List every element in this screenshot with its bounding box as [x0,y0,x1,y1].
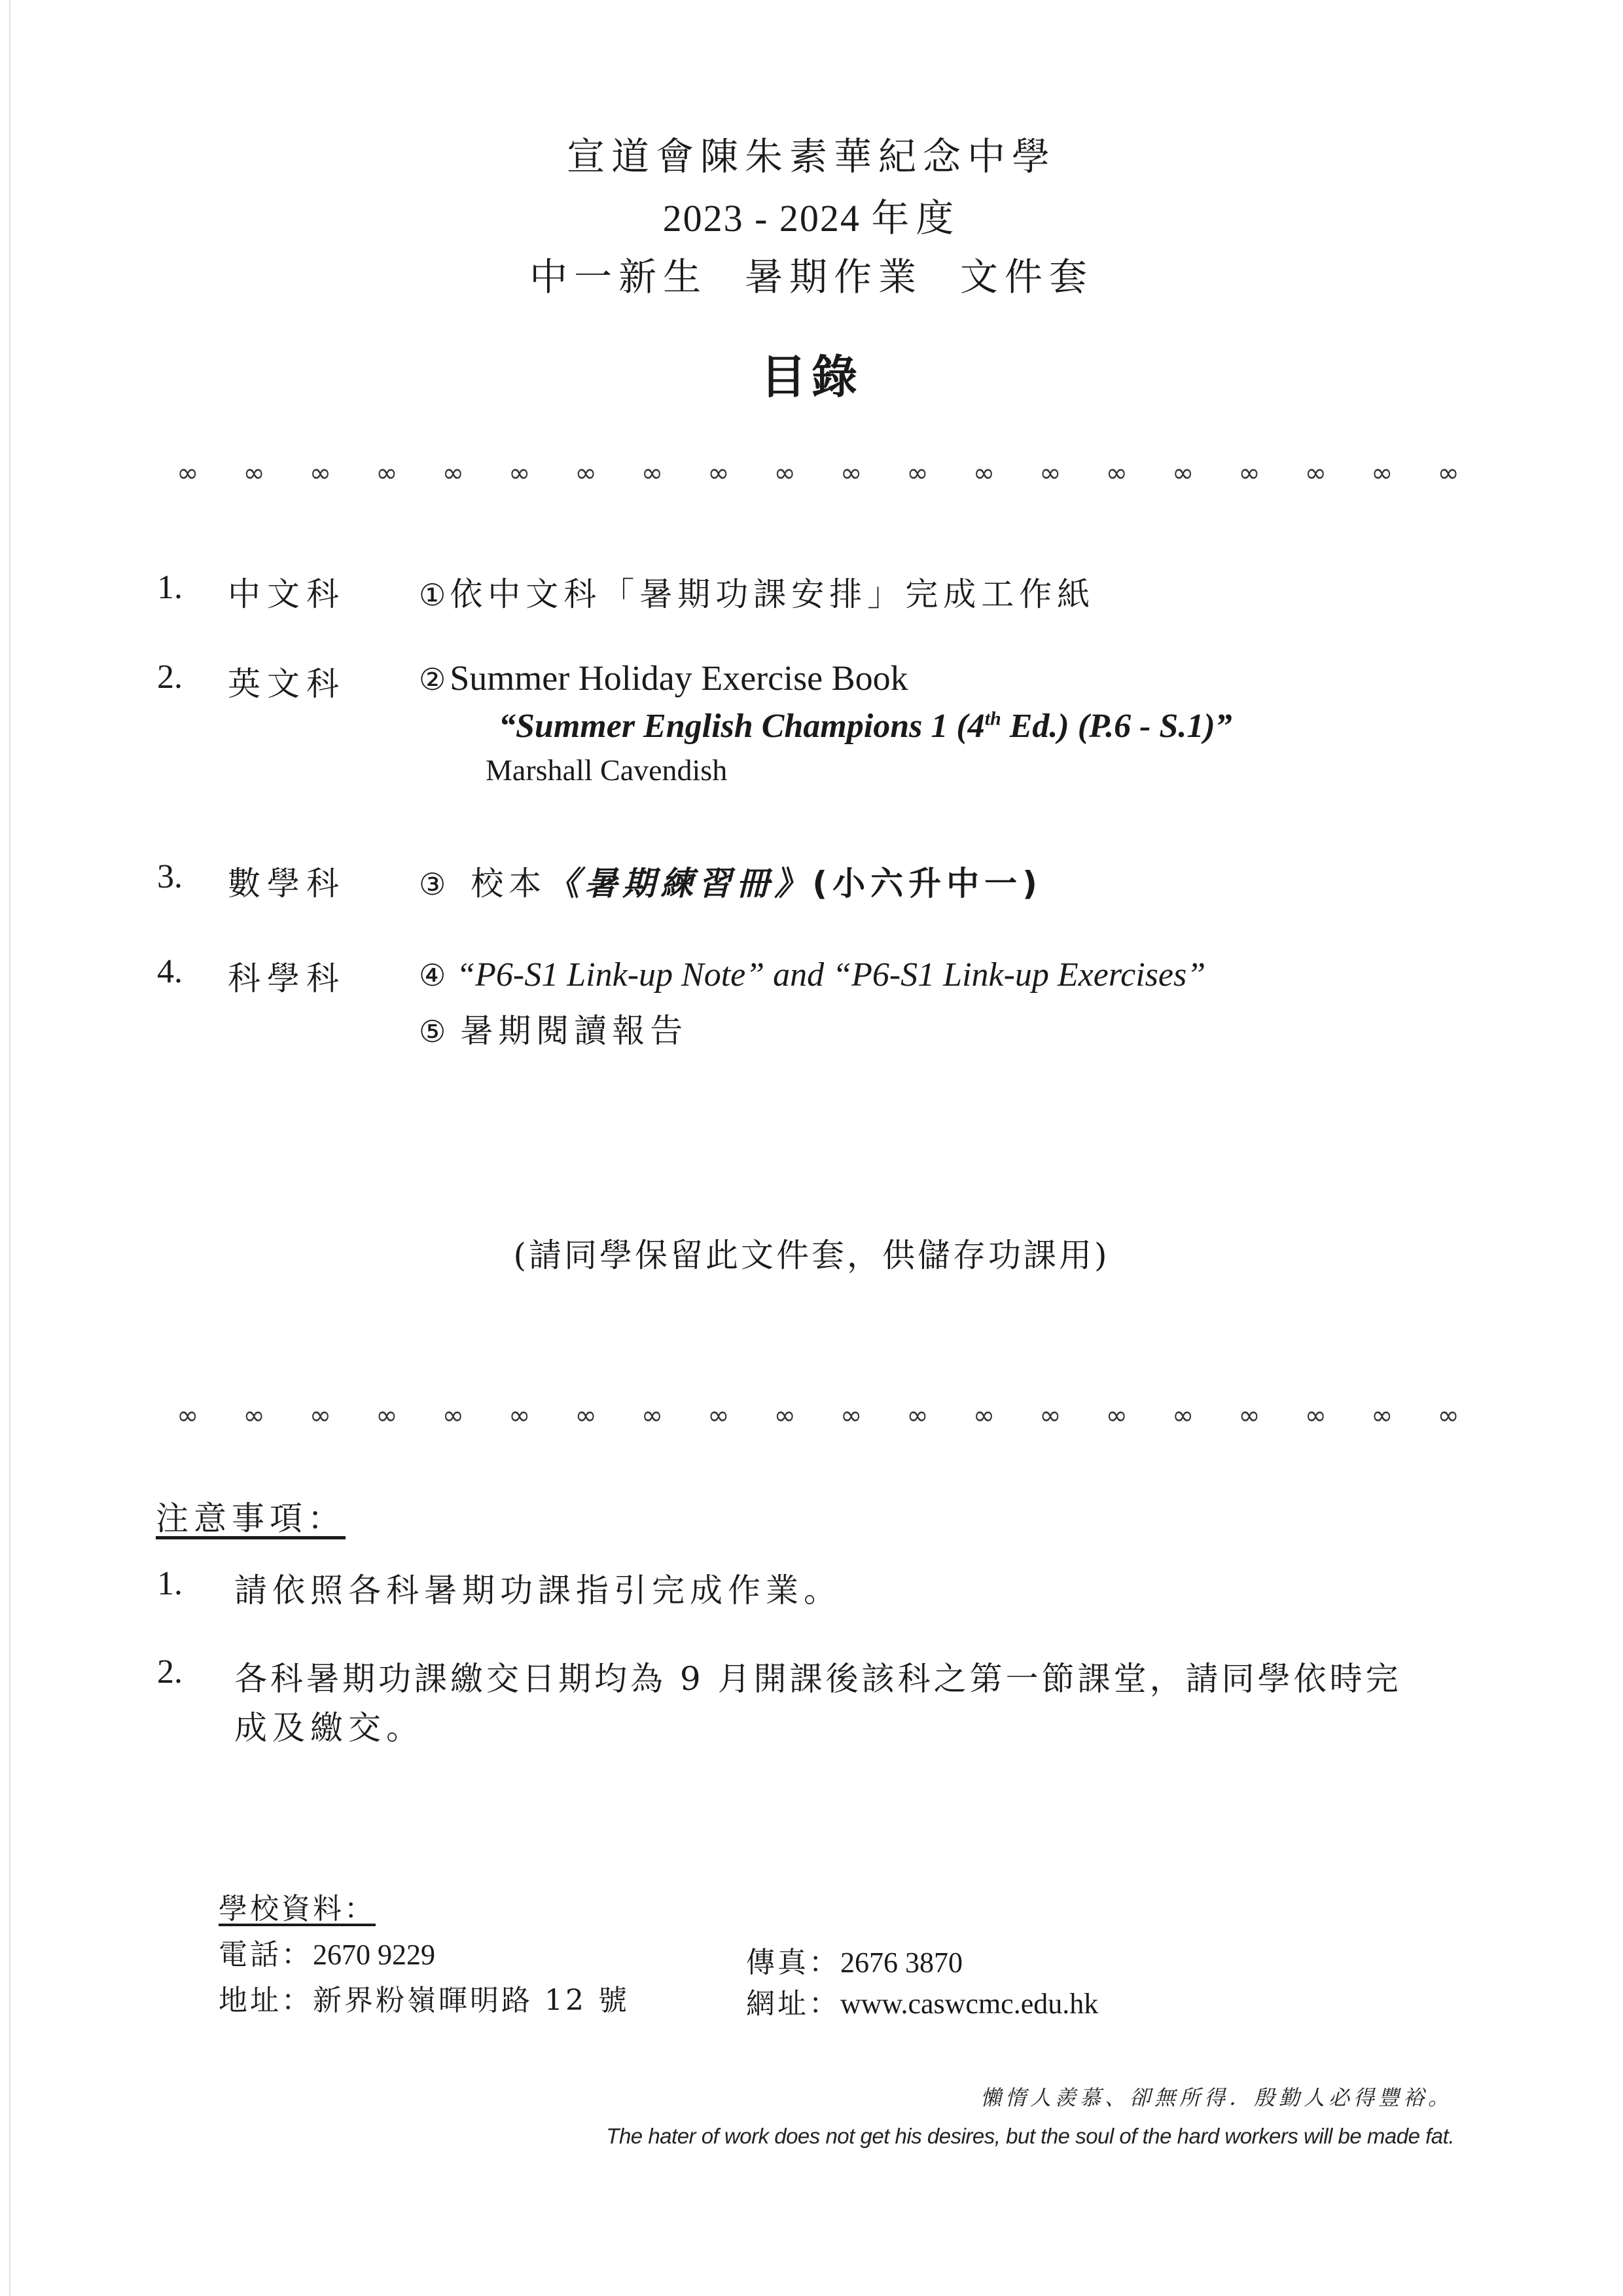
divider-glyph: ∞ [1039,1401,1061,1431]
phone-label: 電話： [219,1938,313,1971]
divider-glyph: ∞ [1437,458,1459,488]
note-2-line-2: 成及繳交。 [234,1709,424,1747]
school-name: 宣道會陳朱素華紀念中學 [566,134,1056,179]
address-value: 新界粉嶺暉明路 12 號 [313,1984,630,2017]
item-3-suffix: (小六升中一) [812,865,1043,903]
bottom-divider [177,1401,1459,1431]
notes-heading: 注意事項： [156,1499,346,1537]
divider-glyph: ∞ [906,458,929,488]
item-2-book-title-a: “Summer English Champions 1 (4 [499,708,985,745]
item-2-number: 2. [157,658,183,696]
phone-value: 2670 9229 [313,1939,435,1971]
note-2-number: 2. [157,1653,183,1691]
divider-glyph: ∞ [1371,458,1393,488]
item-4-text-b: 暑期閱讀報告 [460,1012,688,1050]
item-1-number: 1. [157,569,183,606]
item-3-marker: ③ [419,867,446,902]
motto-chinese: 懶惰人羨慕、卻無所得．殷勤人必得豐裕。 [980,2085,1453,2110]
item-4-text-a: “P6-S1 Link-up Note” and “P6-S1 Link-up Exercises” [456,956,1206,994]
year-range: 2023 - 2024 [662,197,861,240]
keep-folder-note: (請同學保留此文件套，供儲存功課用) [513,1236,1110,1274]
divider-glyph: ∞ [641,1401,664,1431]
note-1-text: 請依照各科暑期功課指引完成作業。 [234,1571,842,1609]
divider-glyph: ∞ [376,1401,398,1431]
school-fax [746,1939,963,1981]
divider-glyph: ∞ [1171,458,1194,488]
item-3-line-1 [419,857,1043,905]
fax-value: 2676 3870 [840,1946,963,1979]
item-2-subject: 英文科 [228,665,346,703]
divider-glyph: ∞ [309,1401,332,1431]
year-suffix: 年度 [871,196,961,240]
item-4-subject: 科學科 [228,960,346,997]
divider-glyph: ∞ [972,1401,995,1431]
item-2-book-title [499,707,1232,745]
item-2-marker: ② [419,662,446,697]
divider-glyph: ∞ [1238,458,1260,488]
divider-glyph: ∞ [442,458,464,488]
item-1-text: 依中文科「暑期功課安排」完成工作紙 [450,575,1096,613]
divider-glyph: ∞ [575,458,597,488]
divider-glyph: ∞ [1105,1401,1128,1431]
divider-glyph: ∞ [707,1401,730,1431]
item-2-book-title-b: Ed.) (P.6 - S.1)” [1001,708,1232,745]
divider-glyph: ∞ [972,458,995,488]
address-label: 地址： [219,1984,313,2017]
divider-glyph: ∞ [177,458,199,488]
item-4-marker-a: ④ [419,958,446,993]
document-subtitle: 中一新生 暑期作業 文件套 [529,255,1094,299]
divider-glyph: ∞ [774,1401,796,1431]
divider-glyph: ∞ [1238,1401,1260,1431]
school-info-heading: 學校資料： [219,1892,376,1926]
divider-glyph: ∞ [575,1401,597,1431]
item-4-line-1 [419,956,1205,994]
divider-glyph: ∞ [707,458,730,488]
item-3-title: 《暑期練習冊》 [546,864,813,903]
divider-glyph: ∞ [243,458,265,488]
divider-glyph: ∞ [1304,458,1327,488]
website-label: 網址： [746,1987,840,2020]
divider-glyph: ∞ [243,1401,265,1431]
motto-english: The hater of work does not get his desires, but the soul of the hard workers will be made fat. [606,2124,1454,2148]
divider-glyph: ∞ [840,1401,863,1431]
item-3-prefix: 校本 [471,865,547,903]
divider-glyph: ∞ [774,458,796,488]
item-1-line-1 [419,568,1095,615]
divider-glyph: ∞ [1039,458,1061,488]
item-4-number: 4. [157,953,183,990]
toc-title: 目錄 [760,350,863,404]
divider-glyph: ∞ [508,458,531,488]
school-website [746,1980,1098,2022]
fax-label: 傳真： [746,1946,840,1979]
academic-year [0,187,1623,242]
item-3-number: 3. [157,858,183,895]
divider-glyph: ∞ [1371,1401,1393,1431]
divider-glyph: ∞ [641,458,664,488]
divider-glyph: ∞ [309,458,332,488]
item-3-subject: 數學科 [228,865,346,903]
divider-glyph: ∞ [906,1401,929,1431]
item-4-marker-b: ⑤ [419,1014,446,1049]
item-2-publisher: Marshall Cavendish [486,753,728,787]
divider-glyph: ∞ [1304,1401,1327,1431]
top-divider [177,458,1459,488]
school-phone [219,1931,435,1973]
item-1-marker: ① [419,577,446,613]
note-2-line-1: 各科暑期功課繳交日期均為 9 月開課後該科之第一節課堂，請同學依時完 [234,1660,1402,1698]
divider-glyph: ∞ [840,458,863,488]
item-2-book-type: Summer Holiday Exercise Book [450,658,908,698]
note-1-number: 1. [157,1565,183,1602]
item-2-line-1 [419,658,908,698]
divider-glyph: ∞ [376,458,398,488]
item-2-book-title-sup: th [984,708,1001,730]
item-1-subject: 中文科 [228,575,346,613]
divider-glyph: ∞ [1437,1401,1459,1431]
school-address [219,1977,630,2018]
divider-glyph: ∞ [1105,458,1128,488]
divider-glyph: ∞ [508,1401,531,1431]
divider-glyph: ∞ [177,1401,199,1431]
item-4-line-2 [419,1005,688,1052]
divider-glyph: ∞ [442,1401,464,1431]
divider-glyph: ∞ [1171,1401,1194,1431]
website-value: www.caswcmc.edu.hk [840,1988,1099,2020]
